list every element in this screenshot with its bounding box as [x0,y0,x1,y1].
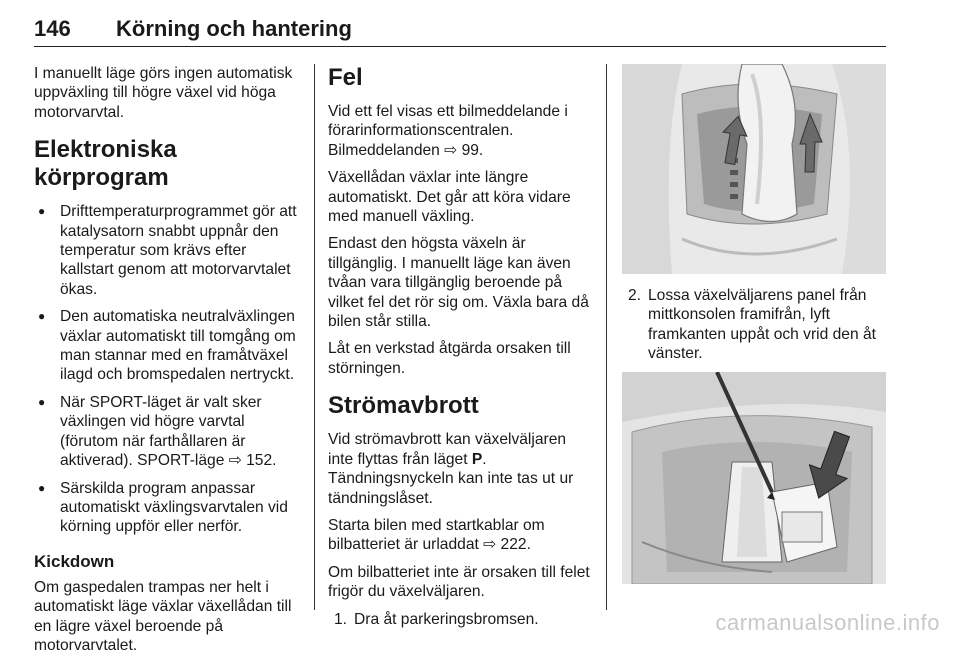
fel-paragraph-3: Endast den högsta växeln är tillgänglig. I manuellt läge kan även tvåan vara tillgänglig beroende på vilket fel det rör sig om. Växla bara då bilen står stilla. [328,235,589,331]
console-panel-removal-illustration [622,372,886,584]
step-number: 2. [628,287,642,304]
column-3 [622,64,886,584]
list-item: ● Den automatiska neutralväxlingen växlar automatiskt till tomgång om man stannar med en framåtväxel ilagd och bromspedalen nertryckt. [34,307,300,385]
strom-paragraph-2: Starta bilen med startkablar om bilbatteriet är urladdat ⇨ 222. [328,516,545,554]
column-divider [314,64,315,610]
section-heading-kickdown: Kickdown [34,551,115,571]
section-heading-fel: Fel [328,64,363,91]
section-heading-electronic-programs: Elektroniska körprogram [34,136,177,192]
fel-paragraph-2: Växellådan växlar inte längre automatiskt. Det går att köra vidare med manuell växling. [328,169,571,226]
list-item: ● Särskilda program anpassar automatiskt växlingsvarvtalen vid körning uppför eller nerför. [34,479,300,537]
step-number: 1. [334,610,348,628]
fel-paragraph-4: Låt en verkstad åtgärda orsaken till störningen. [328,340,571,377]
list-item: ● När SPORT-läget är valt sker växlingen vid högre varvtal (förutom när farthållaren är aktiverad). SPORT-läge ⇨ 152. [34,393,300,471]
fel-paragraph-1: Vid ett fel visas ett bilmeddelande i förarinformationscentralen. Bilmeddelanden ⇨ 99. [328,103,568,159]
gear-position-p: P [471,450,483,468]
watermark: carmanualsonline.info [715,610,940,635]
programs-list [34,202,300,537]
column-2 [328,64,594,637]
kickdown-paragraph: Om gaspedalen trampas ner helt i automatiskt läge växlar växellådan till en lägre växel beroende på motorvarvtalet. [34,578,292,654]
list-item: ● Drifttemperaturprogrammet gör att katalysatorn snabbt uppnår den temperatur som krävs efter kallstart genom att motorvarvtalet ökas. [34,202,300,299]
gear-selector-illustration [622,64,886,274]
page-number: 146 [34,16,71,41]
intro-paragraph: I manuellt läge görs ingen automatisk uppväxling till högre växel vid höga motorvarvtal. [34,65,293,121]
step-text: Lossa växelväljarens panel från mittkonsolen framifrån, lyft framkanten uppåt och vrid den åt vänster. [648,287,876,363]
step-2 [622,286,886,364]
section-heading-stromavbrott: Strömavbrott [328,392,479,420]
column-divider [606,64,607,610]
page-header [34,16,886,47]
step-text: Dra åt parkeringsbromsen. [354,610,539,628]
step-1 [328,610,594,629]
column-1 [34,64,300,663]
strom-paragraph-3: Om bilbatteriet inte är orsaken till felet frigör du växelväljaren. [328,563,590,601]
strom-paragraph-1: Vid strömavbrott kan växelväljaren inte flyttas från läget P. Tändningsnyckeln kan inte tas ut ur tändningslåset. [328,431,574,507]
chapter-title: Körning och hantering [116,16,352,41]
